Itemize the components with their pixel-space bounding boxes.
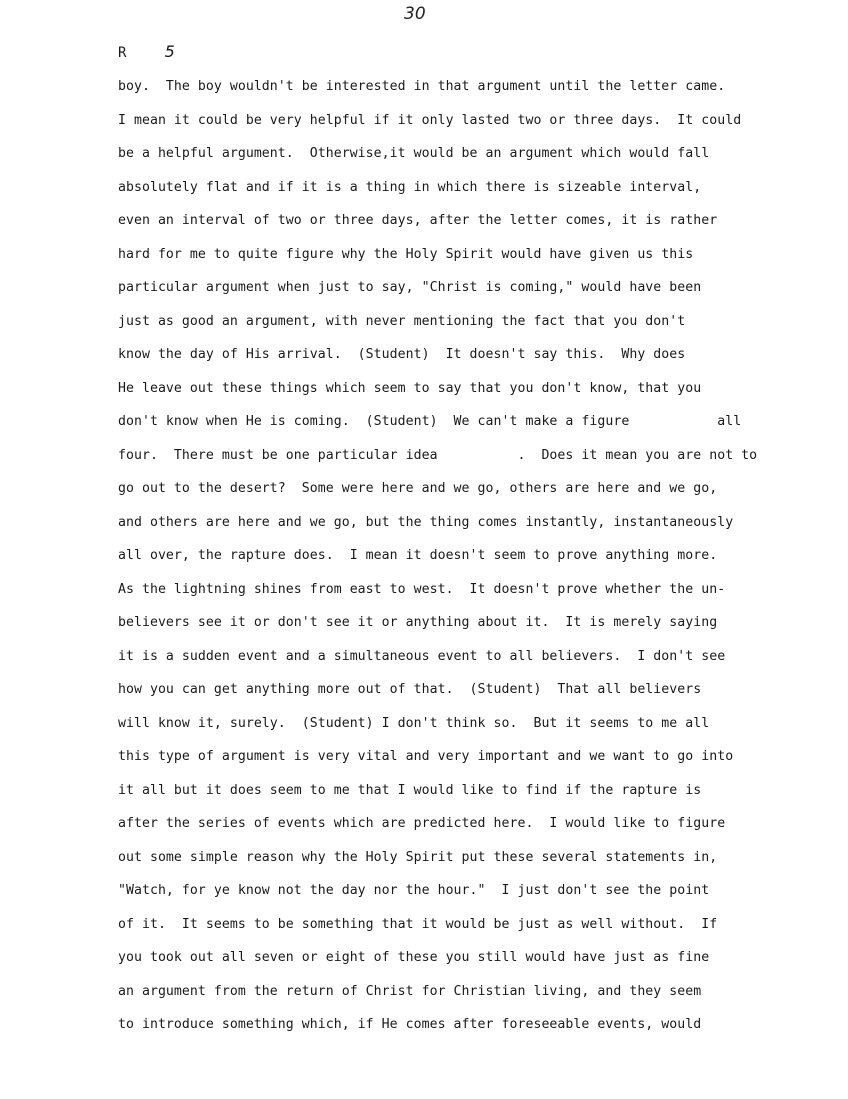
text-line: it is a sudden event and a simultaneous event to all believers. I don't see [118, 648, 726, 664]
text-line: "Watch, for ye know not the day nor the hour." I just don't see the point [118, 883, 710, 898]
text-line: hard for me to quite figure why the Holy Spirit would have given us this [118, 246, 694, 262]
text-line: will know it, surely. (Student) I don't think so. But it seems to me all [118, 715, 710, 731]
text-line: I mean it could be very helpful if it only lasted two or three days. It could [118, 112, 742, 128]
text-line: of it. It seems to be something that it would be just as well without. If [118, 916, 718, 932]
text-line: out some simple reason why the Holy Spirit put these several statements in, [118, 849, 718, 865]
section-letter: R [118, 45, 127, 61]
text-line: and others are here and we go, but the thing comes instantly, instantaneously [118, 514, 734, 530]
text-line: how you can get anything more out of that. (Student) That all believers [118, 682, 702, 697]
text-line: He leave out these things which seem to say that you don't know, that you [118, 380, 702, 396]
text-line: all over, the rapture does. I mean it doesn't seem to prove anything more. [118, 548, 718, 563]
text-line: to introduce something which, if He comes after foreseeable events, would [118, 1017, 702, 1032]
text-line: absolutely flat and if it is a thing in which there is sizeable interval, [118, 179, 702, 195]
text-line: you took out all seven or eight of these you still would have just as fine [118, 950, 710, 965]
text-line: an argument from the return of Christ for Christian living, and they seem [118, 983, 702, 999]
text-line: just as good an argument, with never mentioning the fact that you don't [118, 313, 686, 329]
section-marker [118, 42, 175, 61]
text-line: go out to the desert? Some were here and we go, others are here and we go, [118, 481, 718, 496]
text-line: don't know when He is coming. (Student) We can't make a figure all [118, 414, 742, 429]
transcript-body [118, 76, 818, 1048]
text-line: after the series of events which are predicted here. I would like to figure [118, 816, 726, 831]
text-line: particular argument when just to say, "Christ is coming," would have been [118, 280, 702, 295]
page-number: 30 [404, 4, 426, 24]
text-line: believers see it or don't see it or anything about it. It is merely saying [118, 615, 718, 630]
text-line: boy. The boy wouldn't be interested in that argument until the letter came. [118, 79, 726, 94]
text-line: be a helpful argument. Otherwise,it would be an argument which would fall [118, 146, 710, 161]
text-line: even an interval of two or three days, after the letter comes, it is rather [118, 213, 718, 228]
text-line: As the lightning shines from east to west. It doesn't prove whether the un- [118, 581, 726, 597]
text-line: it all but it does seem to me that I would like to find if the rapture is [118, 782, 702, 798]
text-line: this type of argument is very vital and very important and we want to go into [118, 749, 734, 764]
text-line: know the day of His arrival. (Student) It doesn't say this. Why does [118, 347, 686, 362]
text-line: four. There must be one particular idea . Does it mean you are not to [118, 447, 758, 463]
section-number: 5 [164, 42, 176, 61]
